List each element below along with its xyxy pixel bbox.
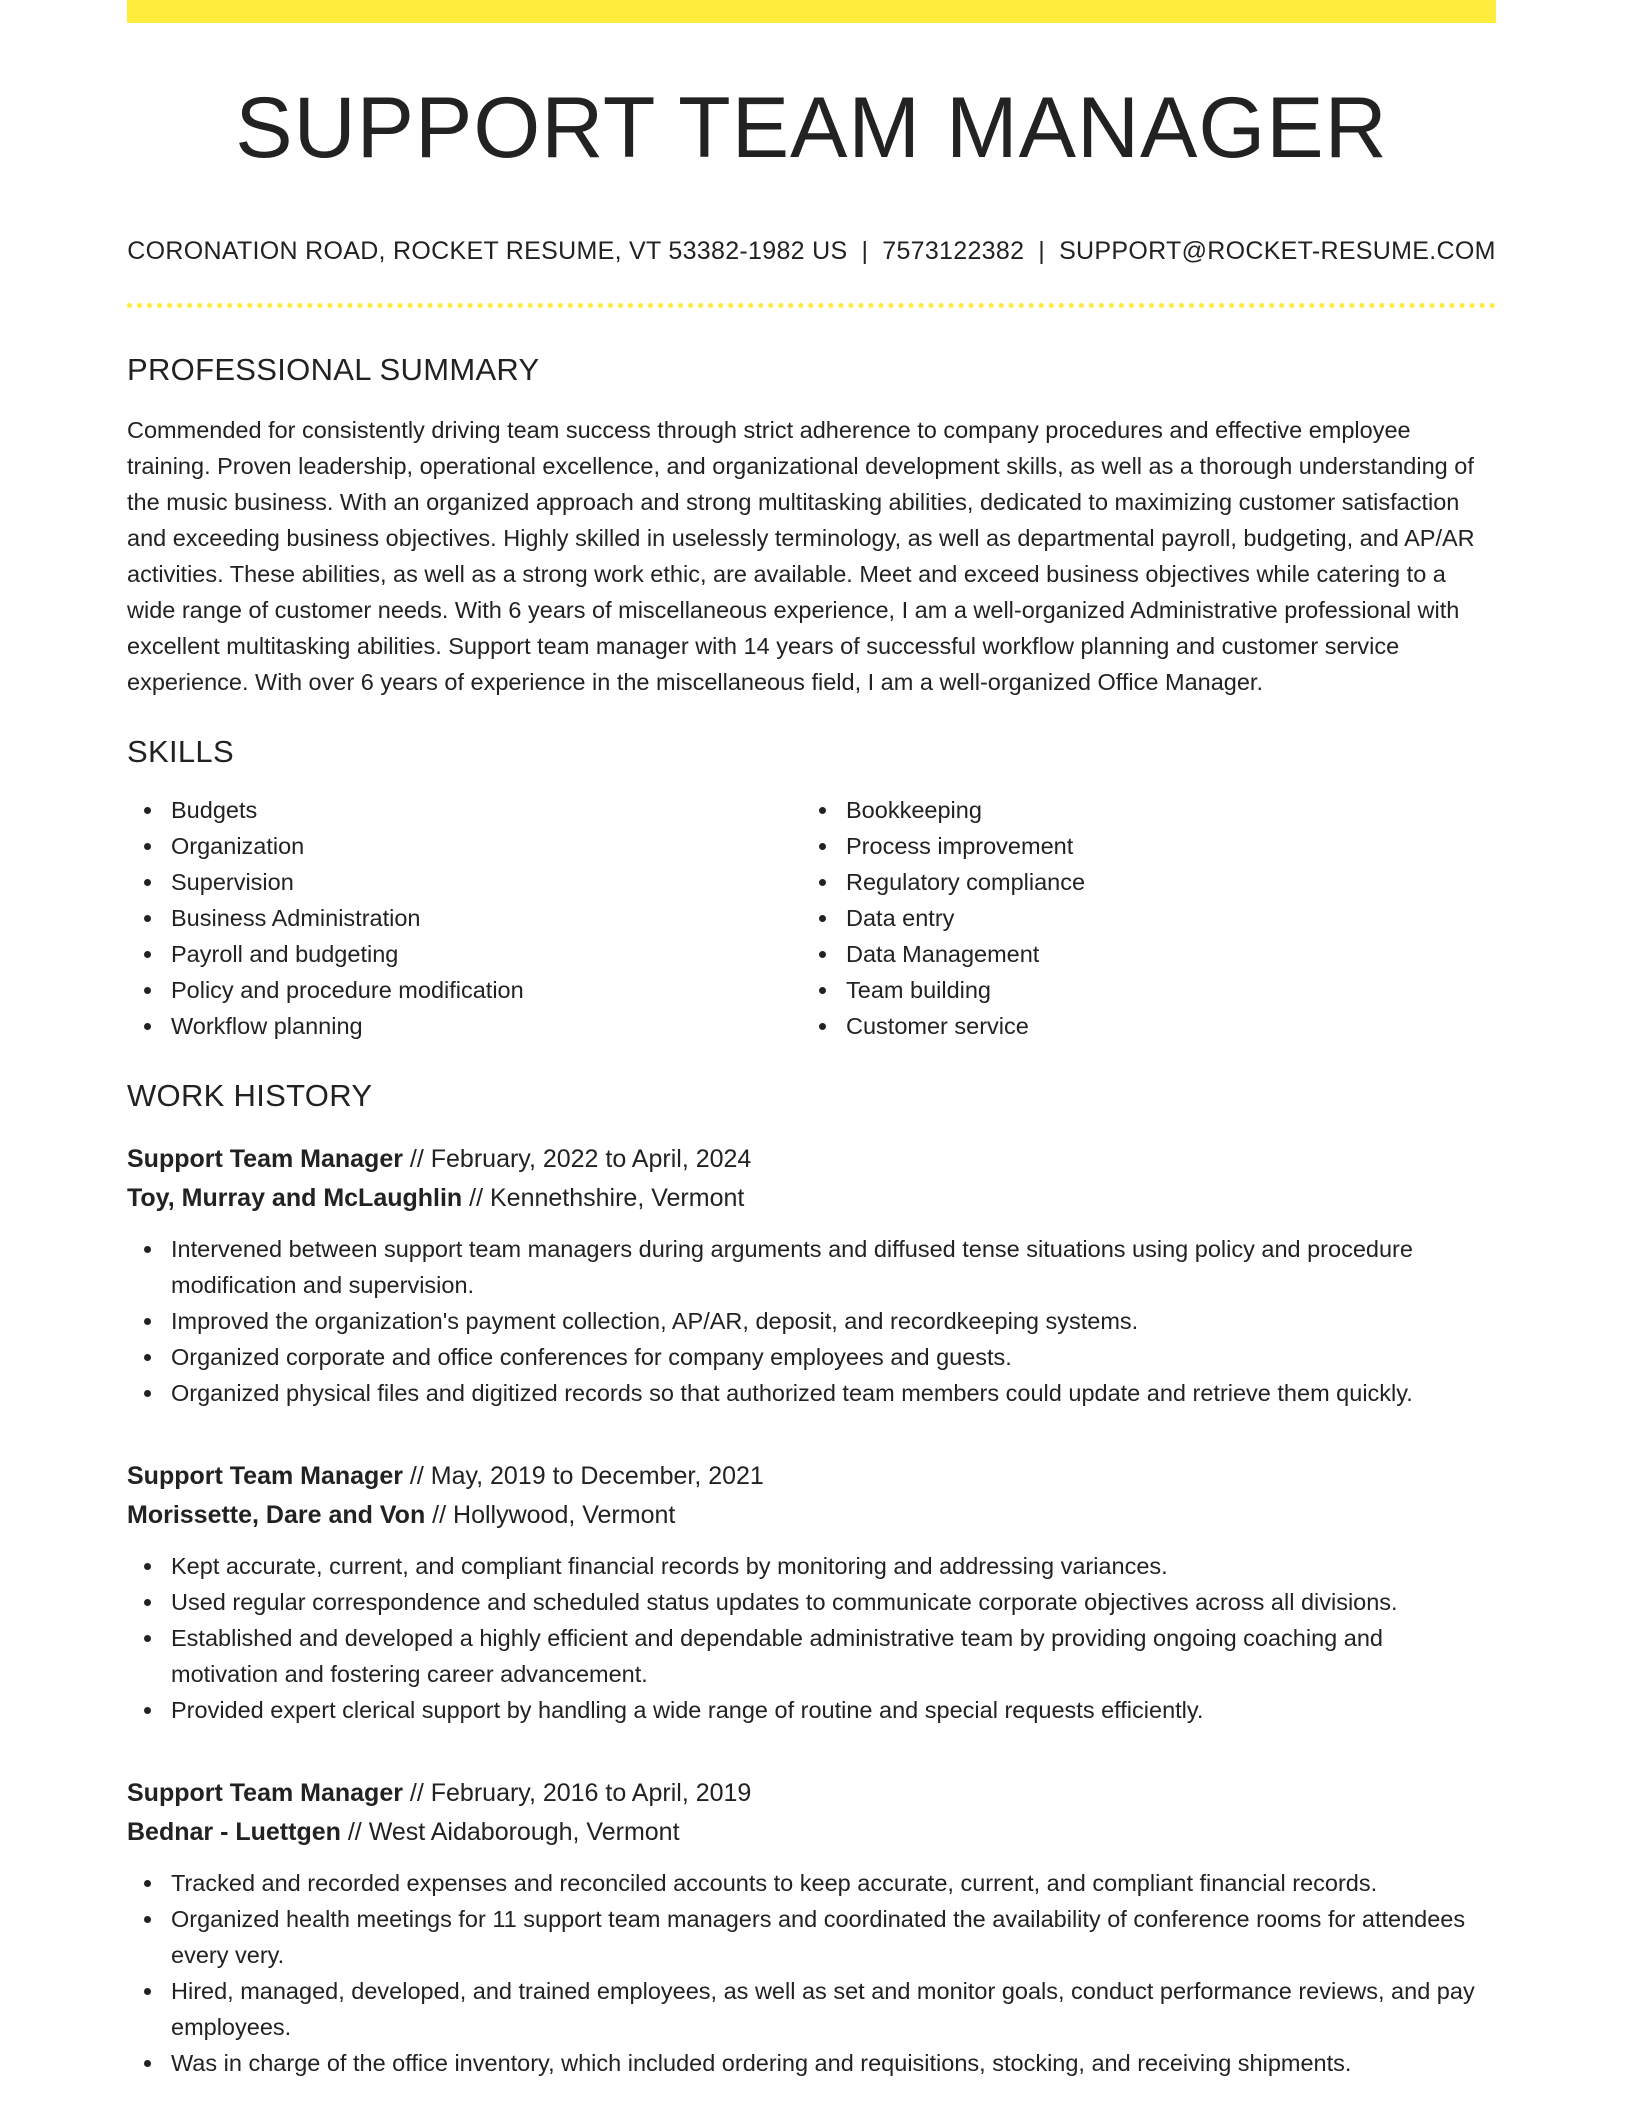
- duty-item: Provided expert clerical support by handling a wide range of routine and special requests efficiently.: [127, 1692, 1496, 1728]
- job-dates: // February, 2016 to April, 2019: [409, 1779, 752, 1808]
- job-location: // Kennethshire, Vermont: [469, 1184, 745, 1213]
- contact-separator: |: [1038, 237, 1046, 266]
- skill-item: Data entry: [802, 900, 1477, 936]
- skill-item: Bookkeeping: [802, 792, 1477, 828]
- resume-page: [127, 0, 1496, 2081]
- contact-separator: |: [861, 237, 869, 266]
- skill-item: Business Administration: [127, 900, 802, 936]
- job-title-line: [127, 1140, 1496, 1179]
- job-duties: [127, 1231, 1496, 1411]
- work-history-heading: WORK HISTORY: [127, 1078, 373, 1114]
- skill-item: Customer service: [802, 1008, 1477, 1044]
- duty-item: Was in charge of the office inventory, which included ordering and requisitions, stocking, and receiving shipments.: [127, 2045, 1496, 2081]
- job-role: Support Team Manager: [127, 1779, 403, 1808]
- contact-email: SUPPORT@ROCKET-RESUME.COM: [1059, 237, 1496, 266]
- skill-item: Payroll and budgeting: [127, 936, 802, 972]
- job-dates: // May, 2019 to December, 2021: [409, 1462, 764, 1491]
- job-company-line: [127, 1813, 1496, 1852]
- skill-item: Data Management: [802, 936, 1477, 972]
- duty-item: Intervened between support team managers during arguments and diffused tense situations using policy and procedure modification and supervision.: [127, 1231, 1496, 1303]
- job-company: Morissette, Dare and Von: [127, 1501, 426, 1530]
- skill-item: Policy and procedure modification: [127, 972, 802, 1008]
- job-location: // Hollywood, Vermont: [432, 1501, 676, 1530]
- duty-item: Improved the organization's payment collection, AP/AR, deposit, and recordkeeping systems.: [127, 1303, 1496, 1339]
- job-title-line: [127, 1457, 1496, 1496]
- duty-item: Tracked and recorded expenses and reconciled accounts to keep accurate, current, and compliant financial records.: [127, 1865, 1496, 1901]
- job-role: Support Team Manager: [127, 1462, 403, 1491]
- job-location: // West Aidaborough, Vermont: [347, 1818, 680, 1847]
- resume-name: SUPPORT TEAM MANAGER: [235, 80, 1388, 176]
- job-company: Toy, Murray and McLaughlin: [127, 1184, 463, 1213]
- job-title-line: [127, 1774, 1496, 1813]
- skill-item: Workflow planning: [127, 1008, 802, 1044]
- job-role: Support Team Manager: [127, 1145, 403, 1174]
- skills-heading: SKILLS: [127, 734, 234, 770]
- summary-text: Commended for consistently driving team success through strict adherence to company procedures and effective employee training. Proven leadership, operational excellence, and organizational development skills, as well as a thorough understanding of the music business. With an organized approach and strong multitasking abilities, dedicated to maximizing customer satisfaction and exceeding business objectives. Highly skilled in uselessly terminology, as well as departmental payroll, budgeting, and AP/AR activities. These abilities, as well as a strong work ethic, are available. Meet and exceed business objectives while catering to a wide range of customer needs. With 6 years of miscellaneous experience, I am a well-organized Administrative professional with excellent multitasking abilities. Support team manager with 14 years of successful workflow planning and customer service experience. With over 6 years of experience in the miscellaneous field, I am a well-organized Office Manager.: [127, 417, 1475, 696]
- skills-columns: [127, 792, 1496, 1044]
- duty-item: Used regular correspondence and scheduled status updates to communicate corporate objectives across all divisions.: [127, 1584, 1496, 1620]
- duty-item: Organized physical files and digitized records so that authorized team members could update and retrieve them quickly.: [127, 1375, 1496, 1411]
- contact-phone: 7573122382: [882, 237, 1025, 266]
- job-entry: [127, 1457, 1496, 1728]
- skill-item: Budgets: [127, 792, 802, 828]
- contact-address: CORONATION ROAD, ROCKET RESUME, VT 53382-1982 US: [127, 237, 848, 266]
- job-duties: [127, 1865, 1496, 2081]
- skill-item: Process improvement: [802, 828, 1477, 864]
- job-dates: // February, 2022 to April, 2024: [409, 1145, 752, 1174]
- duty-item: Organized health meetings for 11 support team managers and coordinated the availability of conference rooms for attendees every very.: [127, 1901, 1496, 1973]
- accent-bar: [127, 0, 1496, 23]
- skills-list-left: [127, 792, 802, 1044]
- skill-item: Regulatory compliance: [802, 864, 1477, 900]
- job-entry: [127, 1774, 1496, 2081]
- duty-item: Organized corporate and office conferences for company employees and guests.: [127, 1339, 1496, 1375]
- job-company: Bednar - Luettgen: [127, 1818, 341, 1847]
- dotted-divider: [127, 303, 1496, 308]
- duty-item: Kept accurate, current, and compliant financial records by monitoring and addressing variances.: [127, 1548, 1496, 1584]
- duty-item: Established and developed a highly efficient and dependable administrative team by providing ongoing coaching and motivation and fostering career advancement.: [127, 1620, 1496, 1692]
- skills-list-right: [802, 792, 1477, 1044]
- contact-line: [127, 237, 1496, 266]
- job-entry: [127, 1140, 1496, 1411]
- skill-item: Supervision: [127, 864, 802, 900]
- job-duties: [127, 1548, 1496, 1728]
- summary-heading: PROFESSIONAL SUMMARY: [127, 352, 540, 388]
- job-company-line: [127, 1179, 1496, 1218]
- skill-item: Team building: [802, 972, 1477, 1008]
- skill-item: Organization: [127, 828, 802, 864]
- duty-item: Hired, managed, developed, and trained employees, as well as set and monitor goals, conduct performance reviews, and pay employees.: [127, 1973, 1496, 2045]
- job-company-line: [127, 1496, 1496, 1535]
